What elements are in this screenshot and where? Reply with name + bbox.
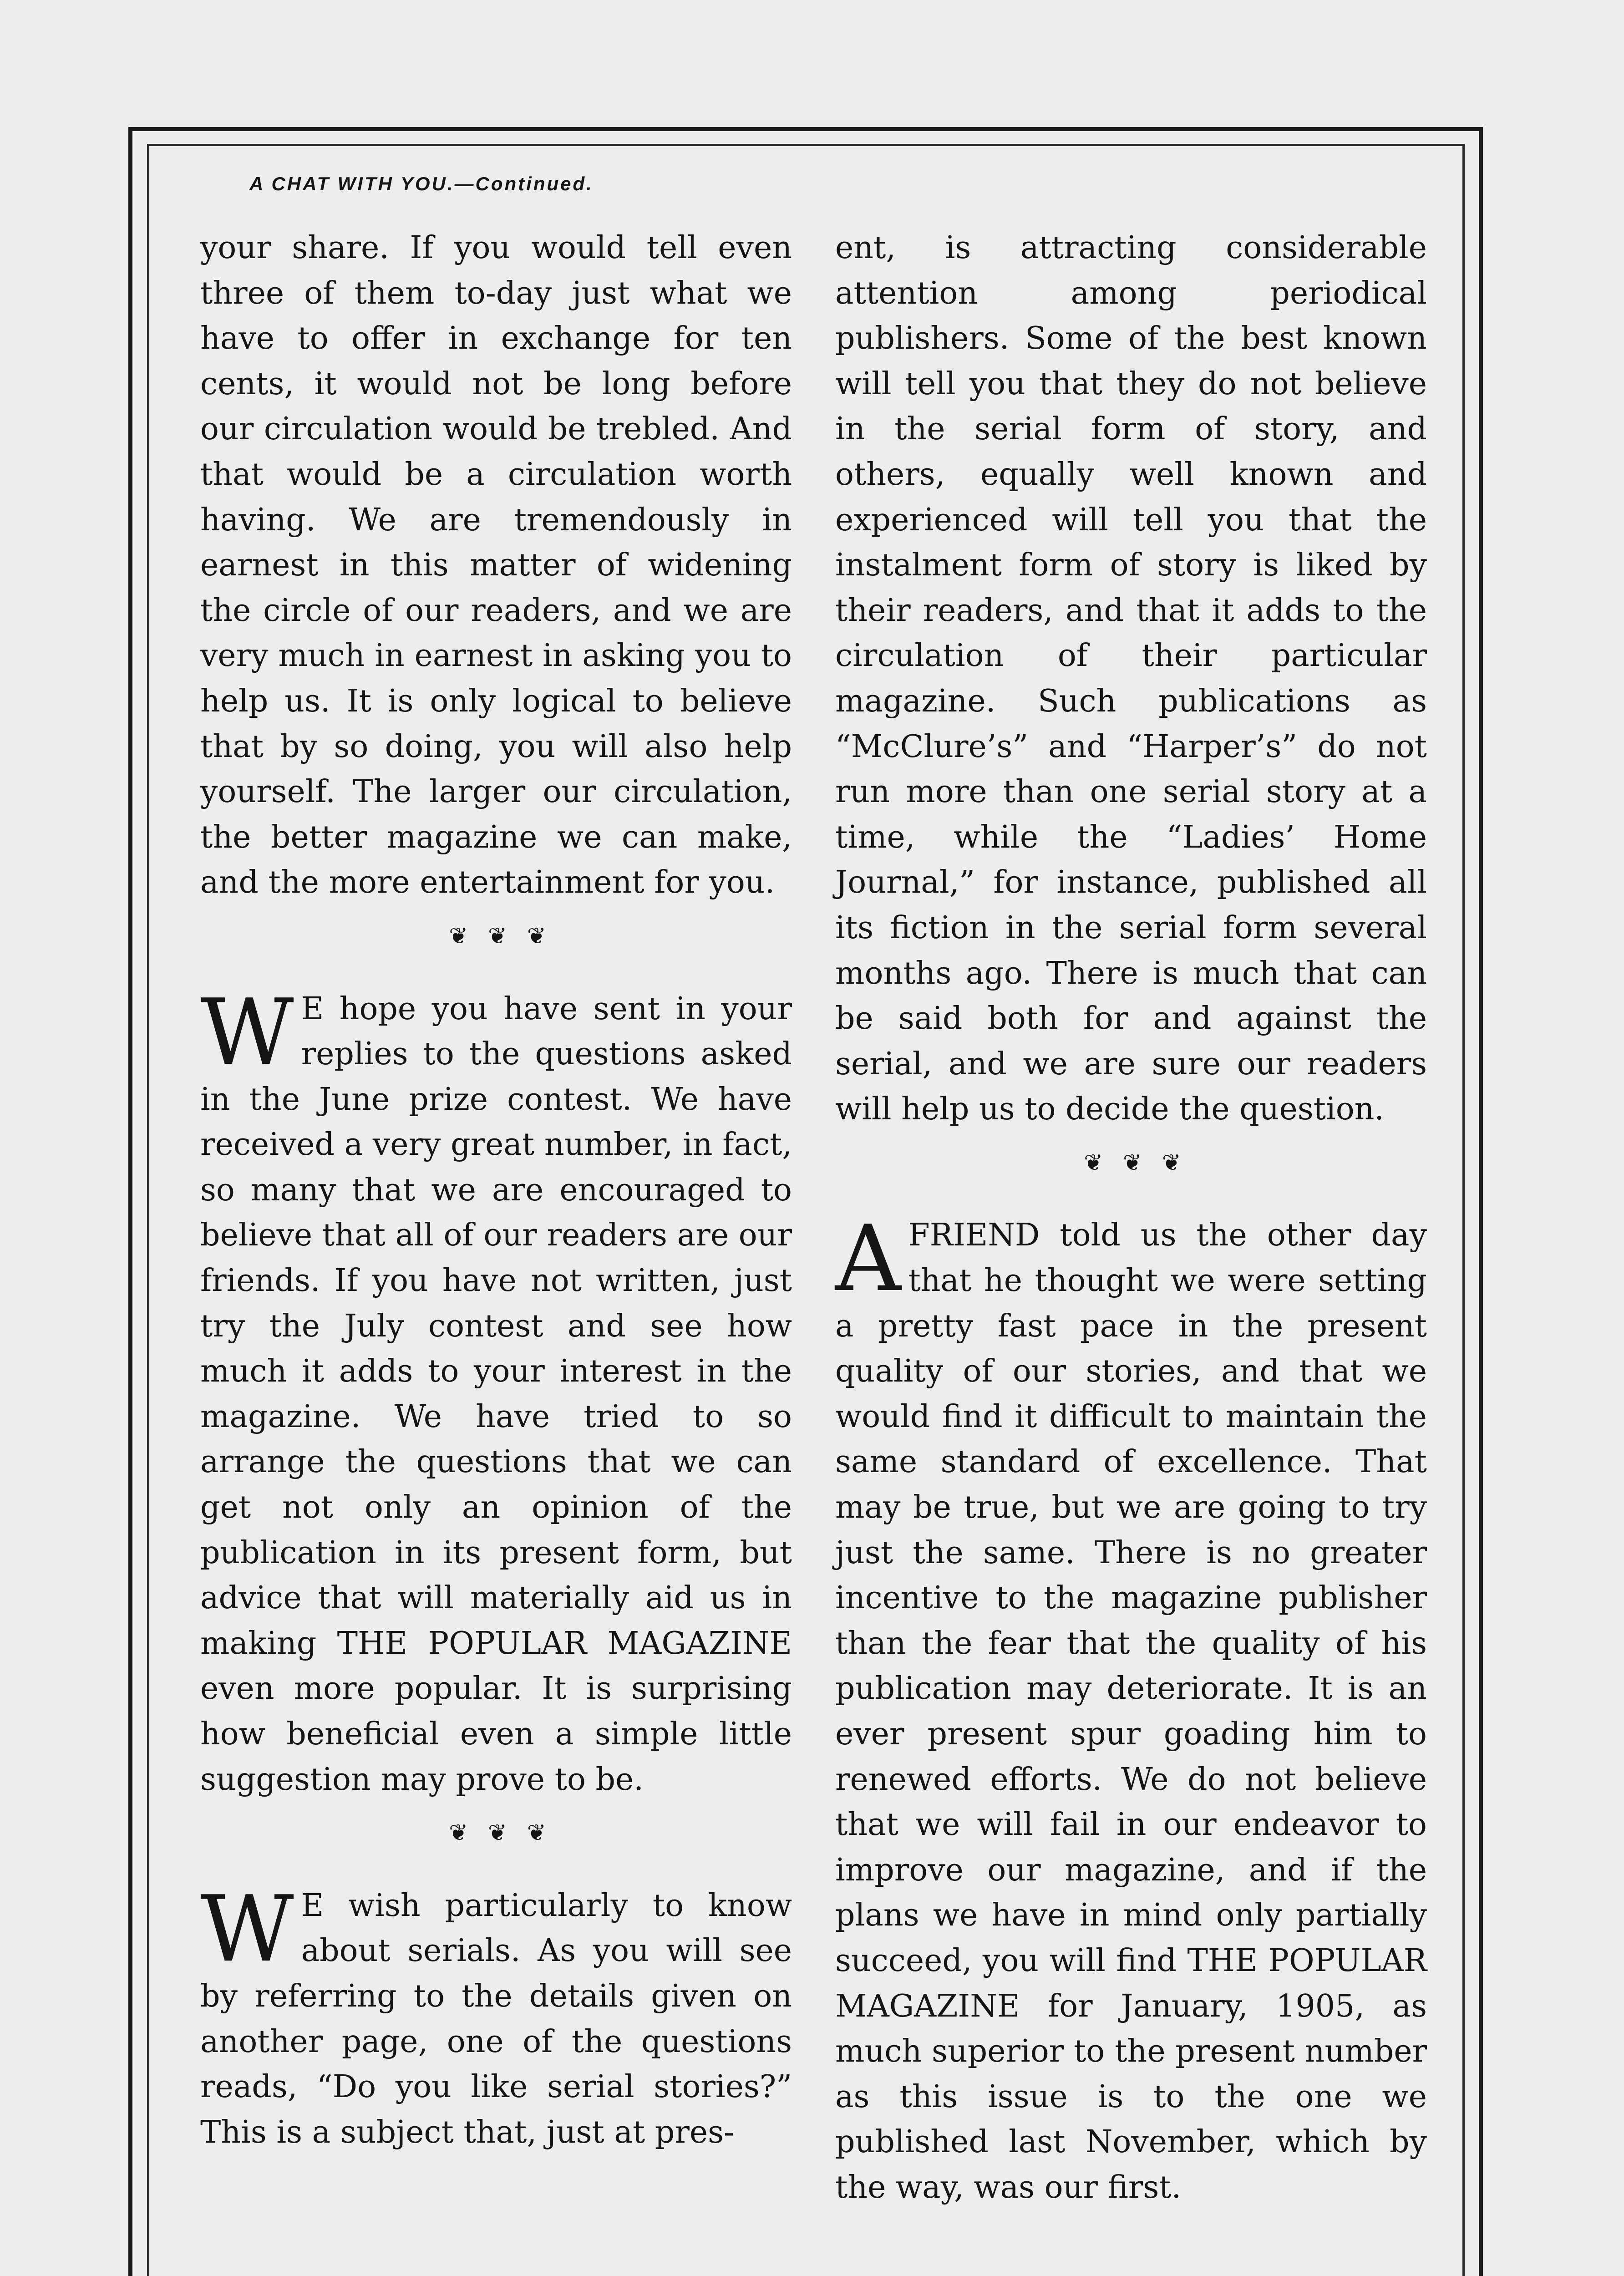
ornament-divider: ❦ ❦ ❦ [449, 922, 553, 949]
drop-cap: W [200, 979, 294, 1086]
right-column [835, 225, 1427, 2210]
ornament-divider: ❦ ❦ ❦ [449, 1819, 553, 1846]
running-head: A CHAT WITH YOU.—Continued. [249, 173, 594, 194]
left-column [200, 225, 792, 2155]
drop-cap: W [200, 1876, 294, 1982]
left-paragraph-1: your share. If you would tell even three of them to-day just what we have to offer in exchange for ten cents, it would not be long before our circulation would be trebled. And that would be a circulation worth having. We are tremendously in earnest in this matter of widening the circle of our readers, and we are very much in earnest in asking you to help us. It is only logical to believe that by so doing, you will also help yourself. The larger our circulation, the better magazine we can make, and the more entertainment for you. [200, 230, 792, 901]
left-paragraph-3 [200, 1876, 792, 2155]
ornament-divider: ❦ ❦ ❦ [1084, 1149, 1188, 1176]
left-paragraph-2-text: E hope you have sent in your replies to the questions asked in the June prize contest. We have received a very great number, in fact, so many that we are encouraged to believe that all of our readers are our friends. If you have not written, just try the July contest and see how much it adds to your interest in the magazine. We have tried to so arrange the questions that we can get not only an opinion of the publication in its present form, but advice that will materially aid us in making THE POPULAR MAGAZINE even more popular. It is surprising how beneficial even a simple little suggestion may prove to be. [200, 991, 792, 1798]
right-paragraph-2-text: FRIEND told us the other day that he thought we were setting a pretty fast pace in the present quality of our stories, and that we would find it difficult to maintain the same standard of excellence. That may be true, but we are going to try just the same. There is no greater incentive to the magazine publisher than the fear that the quality of his publication may deteriorate. It is an ever present spur goading him to renewed efforts. We do not believe that we will fail in our endeavor to improve our magazine, and if the plans we have in mind only partially succeed, you will find THE POPULAR MAGAZINE for January, 1905, as much superior to the present number as this issue is to the one we published last November, which by the way, was our first. [835, 1217, 1427, 2205]
right-paragraph-2 [835, 1206, 1427, 2210]
left-paragraph-3-text: E wish particularly to know about serials. As you will see by referring to the details given on another page, one of the questions reads, “Do you like serial stories?” This is a subject that, just at pres- [200, 1887, 792, 2150]
right-paragraph-1: ent, is attracting considerable attention among periodical publishers. Some of the best known will tell you that they do not believe in the serial form of story, and others, equally well known and experienced will tell you that the instalment form of story is liked by their readers, and that it adds to the circulation of their particular magazine. Such publications as “McClure’s” and “Harper’s” do not run more than one serial story at a time, while the “Ladies’ Home Journal,” for instance, published all its fiction in the serial form several months ago. There is much that can be said both for and against the serial, and we are sure our readers will help us to decide the question. [835, 230, 1427, 1128]
left-paragraph-2 [200, 979, 792, 1803]
drop-cap: A [835, 1206, 901, 1312]
